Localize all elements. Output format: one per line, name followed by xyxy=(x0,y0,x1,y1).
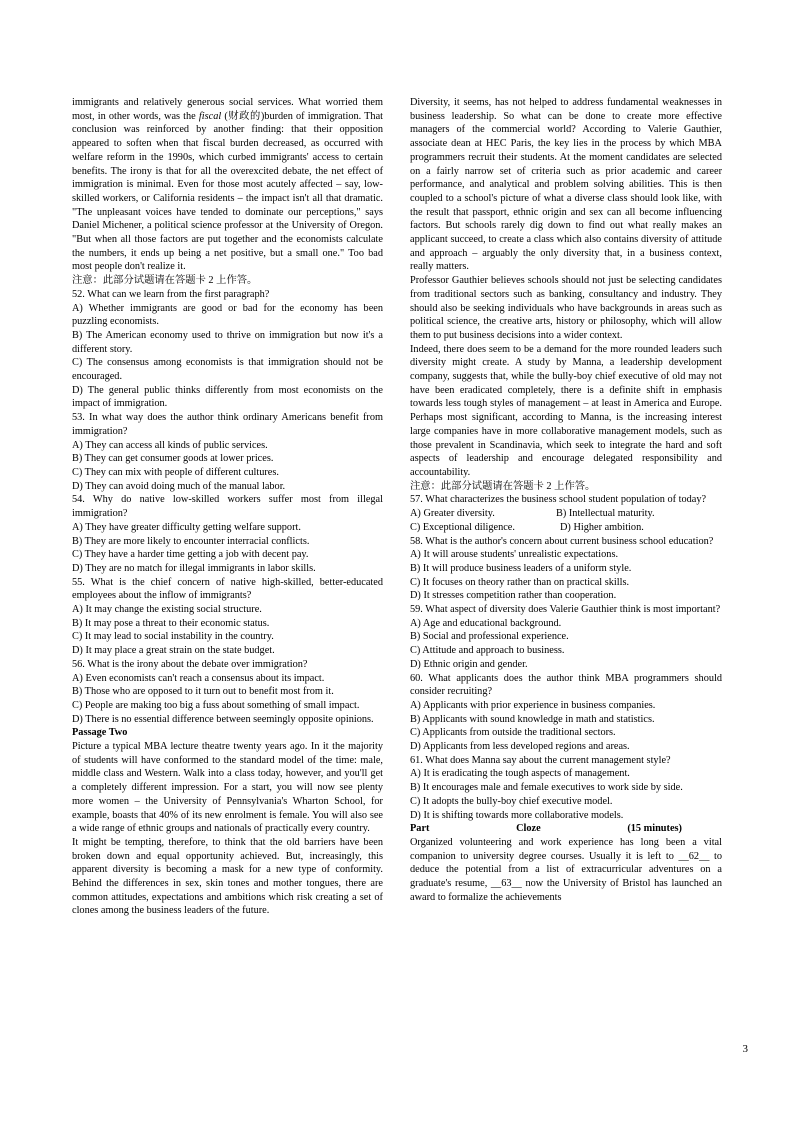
answer-option: D) There is no essential difference between seemingly opposite opinions. xyxy=(72,713,374,725)
answer-option: D) It stresses competition rather than cooperation. xyxy=(410,590,617,602)
question-stem: 56. What is the irony about the debate over immigration? xyxy=(72,658,308,670)
answer-option: C) It focuses on theory rather than on practical skills. xyxy=(410,576,630,588)
question-stem: 60. What applicants does the author think MBA programmers should consider recruiting? xyxy=(410,672,722,698)
passage-two-paragraph-2: It might be tempting, therefore, to think that the old barriers have been broken down and equal opportunity achieved. But, increasingly, this apparent diversity is becoming a mask for a new type of conformity. Behind the differences in sex, skin tones and mother tongues, there are common attitudes, expectations and ambitions which risk creating a set of clones among the business leaders of the future. xyxy=(72,836,383,917)
answer-option: B) The American economy used to thrive on immigration but now it's a different story. xyxy=(72,329,383,355)
question-57-options xyxy=(410,507,722,534)
answer-option: B) They can get consumer goods at lower prices. xyxy=(72,453,274,465)
question-stem: 58. What is the author's concern about current business school education? xyxy=(410,535,714,547)
option: D) Higher ambition. xyxy=(560,521,644,533)
answer-option: A) It may change the existing social structure. xyxy=(72,604,262,616)
page-number: 3 xyxy=(742,1043,748,1055)
answer-option: B) It may pose a threat to their economic status. xyxy=(72,617,270,629)
answer-option: D) They can avoid doing much of the manual labor. xyxy=(72,480,286,492)
cloze-time: (15 minutes) xyxy=(627,823,682,835)
answer-option: D) They are no match for illegal immigrants in labor skills. xyxy=(72,562,316,574)
answer-option: C) It may lead to social instability in the country. xyxy=(72,631,274,643)
passage-one-paragraph xyxy=(72,96,383,274)
right-column xyxy=(410,96,722,904)
answer-option: D) It is shifting towards more collaborative models. xyxy=(410,809,624,821)
answer-option: B) Social and professional experience. xyxy=(410,631,569,643)
question-stem: 53. In what way does the author think ordinary Americans benefit from immigration? xyxy=(72,412,383,437)
passage-two-paragraph-5: Indeed, there does seem to be a demand for the more rounded leaders such diversity might create. A study by Manna, a leadership development company, suggests that, while the bully-boy chief executive of old may not have been eradicated completely, there is a definite shift in emphasis towards less tough styles of management – at least in America and Europe. Perhaps most significant, according to Manna, is the increasing interest large companies have in more collaborative management models, such as those prevalent in Scandinavia, which seek to integrate the hard and soft aspects of leadership and encourage delegated responsibility and accountability. xyxy=(410,343,722,478)
passage-two-paragraph-4: Professor Gauthier believes schools should not just be selecting candidates from traditional sectors such as banking, consultancy and industry. They should also be seeking individuals who have backgrounds in areas such as political science, the creative arts, history or philosophy, which will allow them to put business decisions into a wider context. xyxy=(410,275,722,341)
answer-option: C) They can mix with people of different cultures. xyxy=(72,466,279,478)
answer-option: A) It is eradicating the tough aspects of management. xyxy=(410,768,630,780)
answer-option: C) Applicants from outside the traditional sectors. xyxy=(410,727,616,739)
question-stem: 52. What can we learn from the first paragraph? xyxy=(72,288,270,300)
answer-option: A) They can access all kinds of public services. xyxy=(72,439,268,451)
cloze-heading xyxy=(410,822,722,836)
answer-option: D) It may place a great strain on the state budget. xyxy=(72,645,275,657)
answer-option: C) Attitude and approach to business. xyxy=(410,645,565,657)
option: A) Greater diversity. xyxy=(410,508,495,520)
paragraph-text: (财政的)burden of immigration. That conclusion was reinforced by another finding: that their opposition appeared to soften when that fiscal burden decreased, as occurred with welfare reform in the 1990s, which curbed immigrants' access to certain benefits. The irony is that for all the overexcited debate, the net effect of immigration is minimal. Even for those most acutely affected – say, low-skilled workers, or California residents – the impact isn't all that dramatic. "The unpleasant voices have tended to dominate our perceptions," says Daniel Michener, a political science professor at the University of Oregon. "But when all those factors are put together and the economists calculate the numbers, it ends up being a net positive, but a small one." Too bad most people don't realize it. xyxy=(72,110,384,273)
answer-option: B) It encourages male and female executives to work side by side. xyxy=(410,782,683,794)
cloze-paragraph: Organized volunteering and work experience has long been a vital companion to university degree courses. Usually it is left to __62__ to deduce the potential from a list of extracurricular adventures on a graduate's resume, __63__ now the University of Bristol has launched an award to formalize the achievements xyxy=(410,836,722,903)
answer-option: D) Applicants from less developed regions and areas. xyxy=(410,741,630,753)
cloze-part-label: Part xyxy=(410,823,430,835)
question-stem: 61. What does Manna say about the current management style? xyxy=(410,754,671,766)
answer-option: B) Those who are opposed to it turn out to benefit most from it. xyxy=(72,686,334,698)
cloze-title: Cloze xyxy=(516,823,541,835)
answer-option: A) Applicants with prior experience in business companies. xyxy=(410,699,656,711)
question-stem: 59. What aspect of diversity does Valerie Gauthier think is most important? xyxy=(410,604,721,616)
fiscal-term: fiscal xyxy=(198,110,222,122)
answer-option: B) They are more likely to encounter interracial conflicts. xyxy=(72,535,310,547)
question-stem: 54. Why do native low-skilled workers suffer most from illegal immigration? xyxy=(72,494,383,520)
answer-option: A) Age and educational background. xyxy=(410,617,562,629)
answer-card-note: 注意：此部分试题请在答题卡 2 上作答。 xyxy=(72,275,258,287)
answer-option: C) It adopts the bully-boy chief executive model. xyxy=(410,795,613,807)
answer-option: D) Ethnic origin and gender. xyxy=(410,658,528,670)
answer-option: C) People are making too big a fuss about something of small impact. xyxy=(72,699,360,711)
answer-option: A) It will arouse students' unrealistic expectations. xyxy=(410,549,619,561)
answer-option: A) Whether immigrants are good or bad for the economy has been puzzling economists. xyxy=(72,302,383,328)
answer-option: C) They have a harder time getting a job with decent pay. xyxy=(72,549,309,561)
left-column xyxy=(72,96,383,918)
answer-card-note: 注意：此部分试题请在答题卡 2 上作答。 xyxy=(410,480,596,492)
passage-two-paragraph-1: Picture a typical MBA lecture theatre twenty years ago. In it the majority of students will have conformed to the standard model of the time: male, middle class and Western. Walk into a class today, however, and you'll get a completely different impression. For a start, you will now see plenty more women – the University of Pennsylvania's Wharton School, for example, boasts that 40% of its new enrolment is female. You will also see a wide range of ethnic groups and nationals of practically every country. xyxy=(72,741,383,835)
paragraph-text: immigrants and relatively generous social services. What worried them most, in other words, was the xyxy=(72,97,383,122)
question-57: 57. What characterizes the business school student population of today? xyxy=(410,494,707,506)
question-list-right xyxy=(410,535,722,823)
answer-option: A) Even economists can't reach a consensus about its impact. xyxy=(72,672,325,684)
answer-option: B) Applicants with sound knowledge in math and statistics. xyxy=(410,713,655,725)
passage-two-paragraph-3: Diversity, it seems, has not helped to address fundamental weaknesses in business leadership. So what can be done to create more effective managers of the commercial world? According to Valerie Gauthier, associate dean at HEC Paris, the key lies in the process by which MBA programmers recruit their students. At the moment candidates are selected on a fairly narrow set of criteria such as prior academic and career performance, and analytical and problem solving abilities. This is then coupled to a school's picture of what a diverse class should look like, with the result that passport, ethnic origin and sex can all become influencing factors. But schools rarely dig down to find out what really makes an applicant succeed, to create a class which also contains diversity of attitude and approach – arguably the only diversity that, in a business context, really matters. xyxy=(410,97,722,273)
answer-option: D) The general public thinks differently from most economists on the impact of immigration. xyxy=(72,384,383,410)
answer-option: C) The consensus among economists is that immigration should not be encouraged. xyxy=(72,357,383,383)
question-list-left xyxy=(72,288,383,727)
answer-option: A) They have greater difficulty getting welfare support. xyxy=(72,521,301,533)
option: C) Exceptional diligence. xyxy=(410,521,515,533)
passage-two-title: Passage Two xyxy=(72,727,128,739)
option: B) Intellectual maturity. xyxy=(556,508,655,520)
question-stem: 55. What is the chief concern of native high-skilled, better-educated employees about the inflow of immigrants? xyxy=(72,576,383,602)
answer-option: B) It will produce business leaders of a uniform style. xyxy=(410,562,632,574)
